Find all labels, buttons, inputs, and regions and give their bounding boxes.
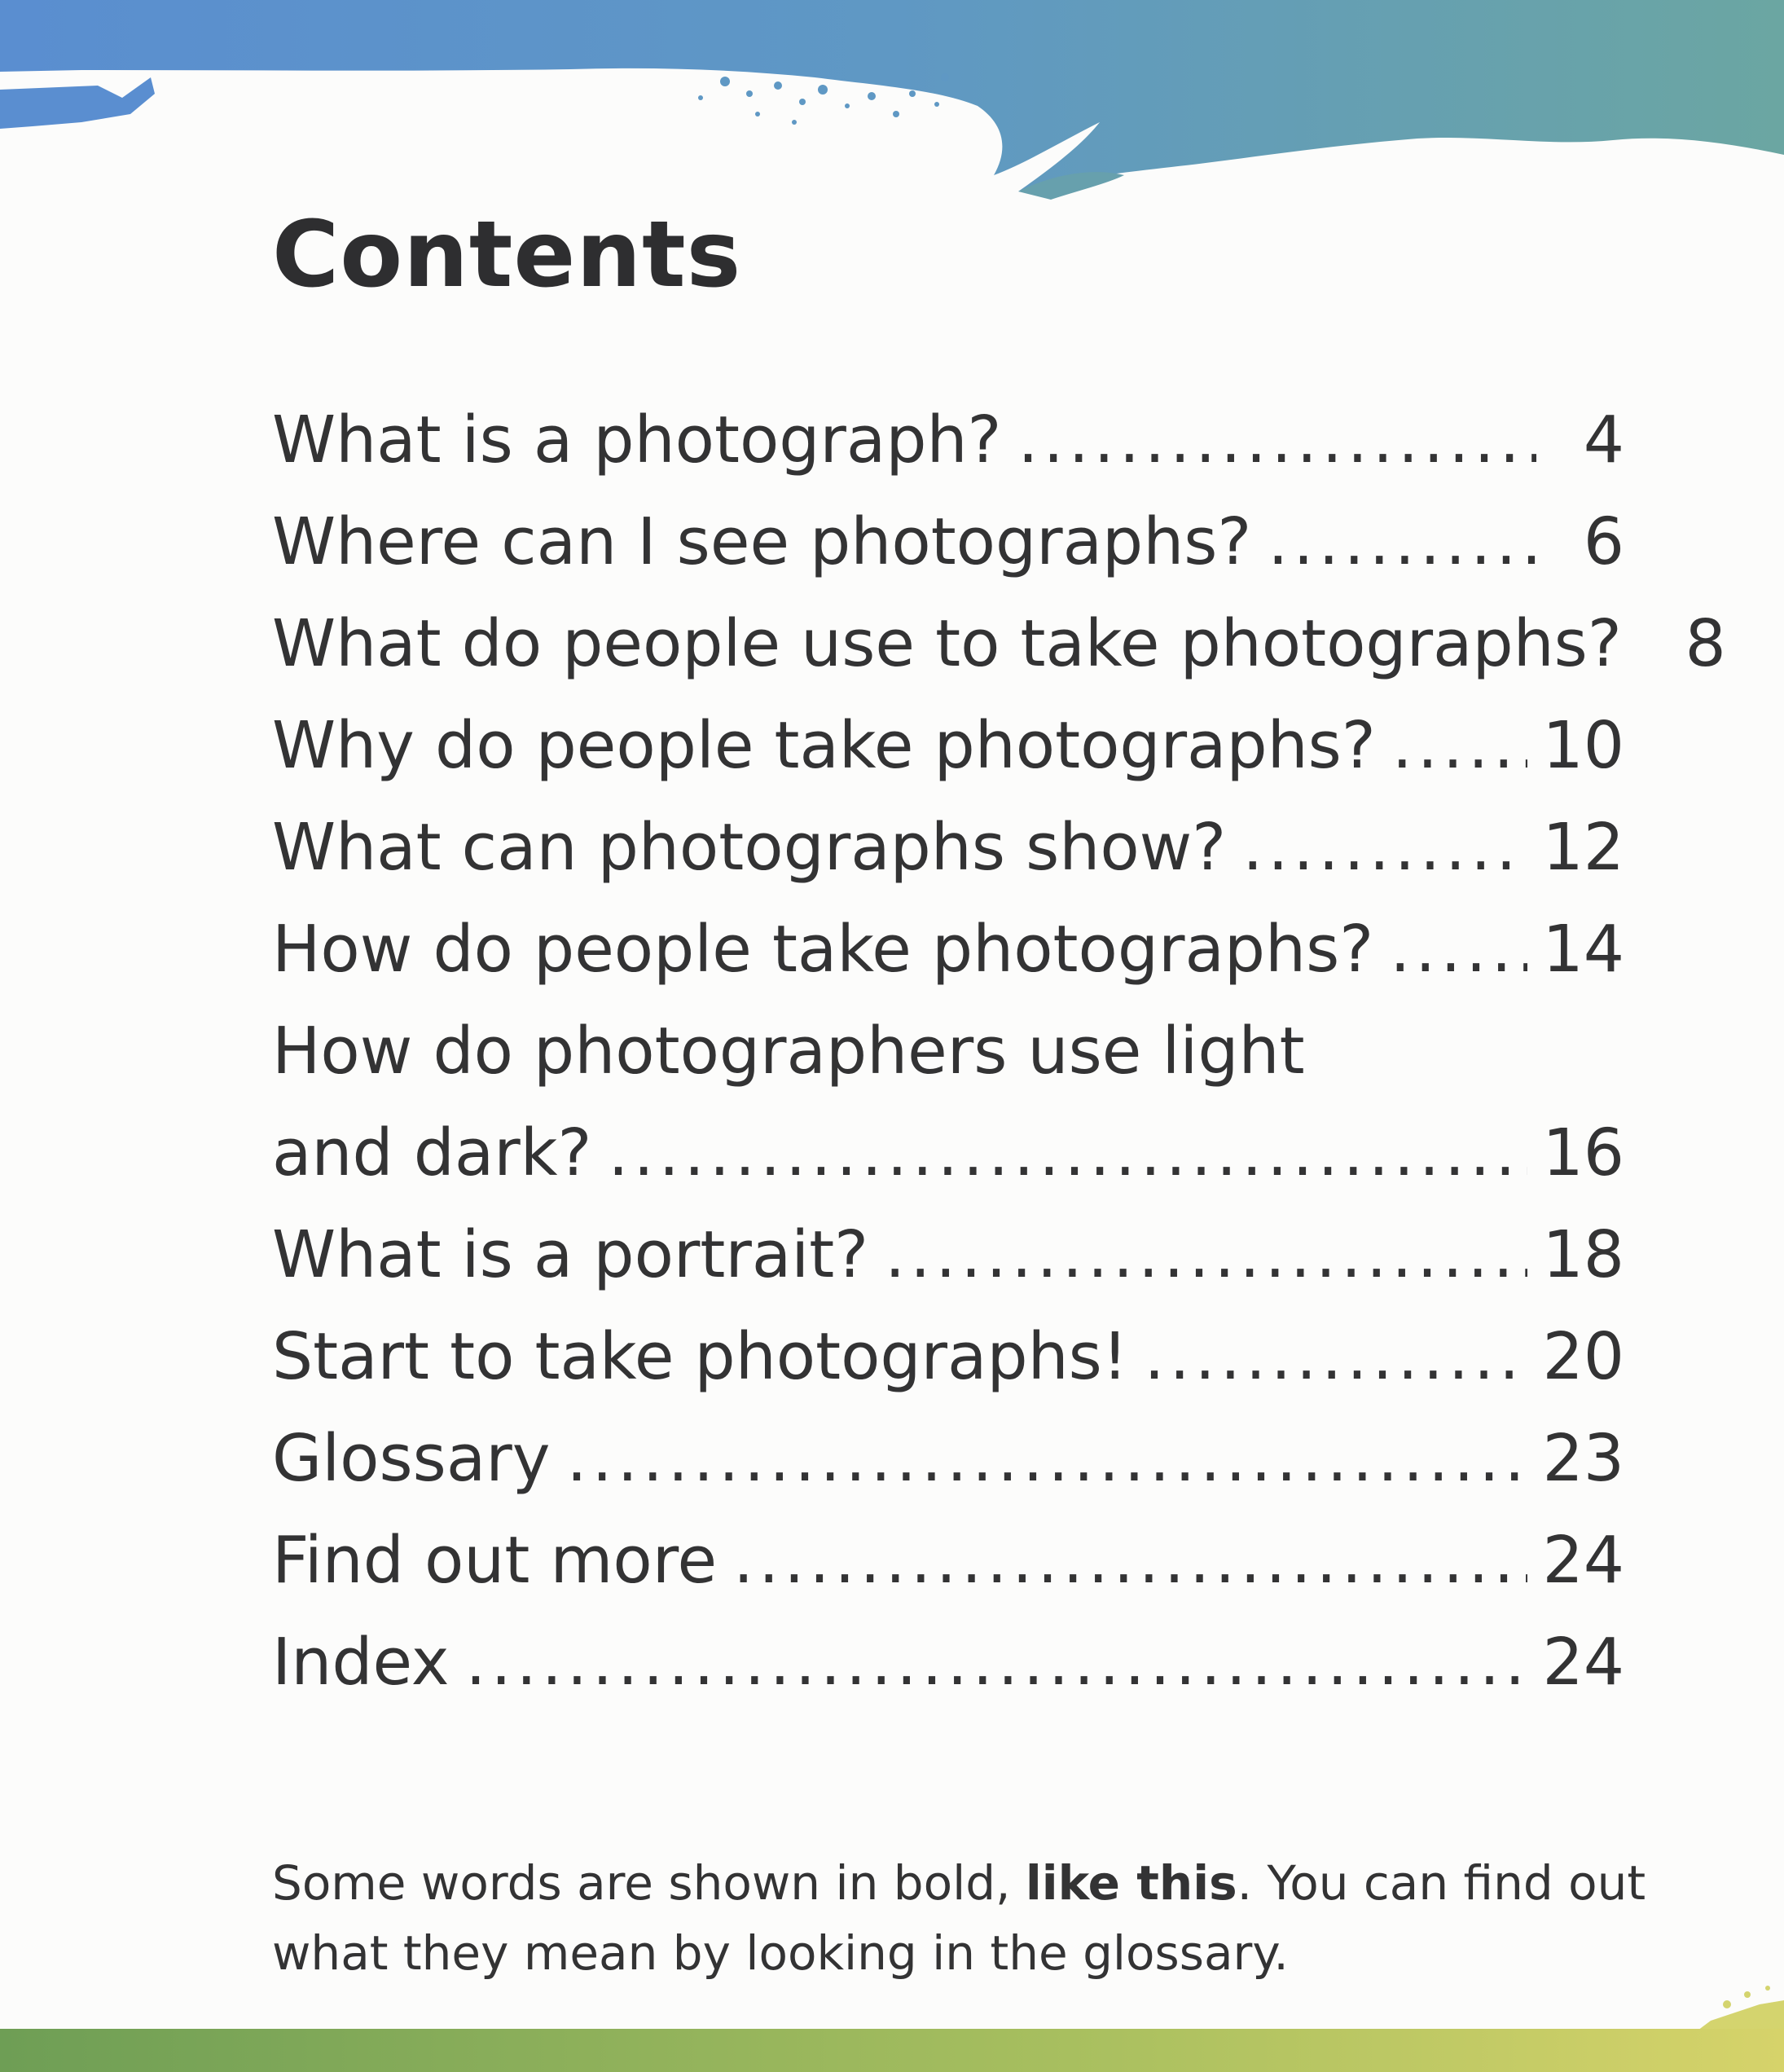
toc-entry-page: 24 bbox=[1542, 1625, 1624, 1700]
toc-leader-dots bbox=[1268, 491, 1536, 593]
toc-leader-dots bbox=[1392, 695, 1528, 797]
toc-entry bbox=[272, 1001, 1624, 1204]
toc-entry bbox=[272, 899, 1624, 1001]
toc-entry-label: Glossary bbox=[272, 1421, 551, 1496]
toc-entry-page: 24 bbox=[1542, 1523, 1624, 1598]
toc-entry bbox=[272, 1306, 1624, 1408]
toc-entry bbox=[272, 695, 1624, 797]
toc-leader-dots bbox=[733, 1510, 1527, 1612]
top-decorative-band bbox=[0, 0, 1784, 269]
toc-entry bbox=[272, 389, 1624, 491]
note-text-after: . You can find out what they mean by looking in the glossary. bbox=[272, 1855, 1646, 1981]
table-of-contents bbox=[272, 389, 1726, 1713]
toc-entry bbox=[272, 1612, 1624, 1713]
note-text-before: Some words are shown in bold, bbox=[272, 1855, 1026, 1911]
toc-leader-dots bbox=[465, 1612, 1527, 1713]
toc-entry-label: Start to take photographs! bbox=[272, 1319, 1128, 1394]
toc-leader-dots bbox=[1145, 1306, 1528, 1408]
toc-entry-page: 10 bbox=[1542, 708, 1624, 783]
toc-entry-label: Why do people take photographs? bbox=[272, 708, 1376, 783]
toc-entry bbox=[272, 1408, 1624, 1510]
note-bold-example: like this bbox=[1025, 1855, 1237, 1911]
toc-leader-dots bbox=[1390, 899, 1527, 1001]
toc-entry-page: 8 bbox=[1685, 606, 1726, 681]
toc-entry-page: 18 bbox=[1542, 1217, 1624, 1292]
toc-entry-label: What can photographs show? bbox=[272, 810, 1227, 885]
toc-entry bbox=[272, 1510, 1624, 1612]
bottom-decorative-band bbox=[0, 2029, 1784, 2072]
toc-entry-label: Where can I see photographs? bbox=[272, 504, 1252, 579]
toc-leader-dots bbox=[566, 1408, 1527, 1510]
toc-leader-dots bbox=[1242, 797, 1527, 899]
toc-leader-dots bbox=[608, 1102, 1527, 1204]
toc-leader-dots bbox=[1017, 389, 1536, 491]
toc-entry bbox=[272, 593, 1726, 695]
toc-entry bbox=[272, 1204, 1624, 1306]
toc-entry bbox=[272, 491, 1624, 593]
toc-entry-page: 4 bbox=[1583, 403, 1624, 477]
toc-entry-page: 20 bbox=[1542, 1319, 1624, 1394]
toc-entry-label: Find out more bbox=[272, 1523, 718, 1598]
toc-entry-label: How do people take photographs? bbox=[272, 912, 1374, 987]
toc-entry-page: 16 bbox=[1542, 1115, 1624, 1190]
toc-entry-label: Index bbox=[272, 1625, 450, 1700]
toc-entry-label-line1: How do photographers use light bbox=[272, 1014, 1305, 1089]
toc-entry-label: What do people use to take photographs? bbox=[272, 606, 1622, 681]
page-title: Contents bbox=[272, 202, 742, 308]
toc-entry-label: What is a portrait? bbox=[272, 1217, 869, 1292]
toc-entry bbox=[272, 797, 1624, 899]
toc-entry-page: 14 bbox=[1542, 912, 1624, 987]
toc-entry-label: and dark? bbox=[272, 1115, 592, 1190]
toc-leader-dots bbox=[885, 1204, 1527, 1306]
toc-entry-label: What is a photograph? bbox=[272, 403, 1002, 477]
toc-entry-page: 12 bbox=[1542, 810, 1624, 885]
toc-entry-page: 6 bbox=[1583, 504, 1624, 579]
bold-words-note bbox=[272, 1848, 1657, 1988]
toc-entry-page: 23 bbox=[1542, 1421, 1624, 1496]
